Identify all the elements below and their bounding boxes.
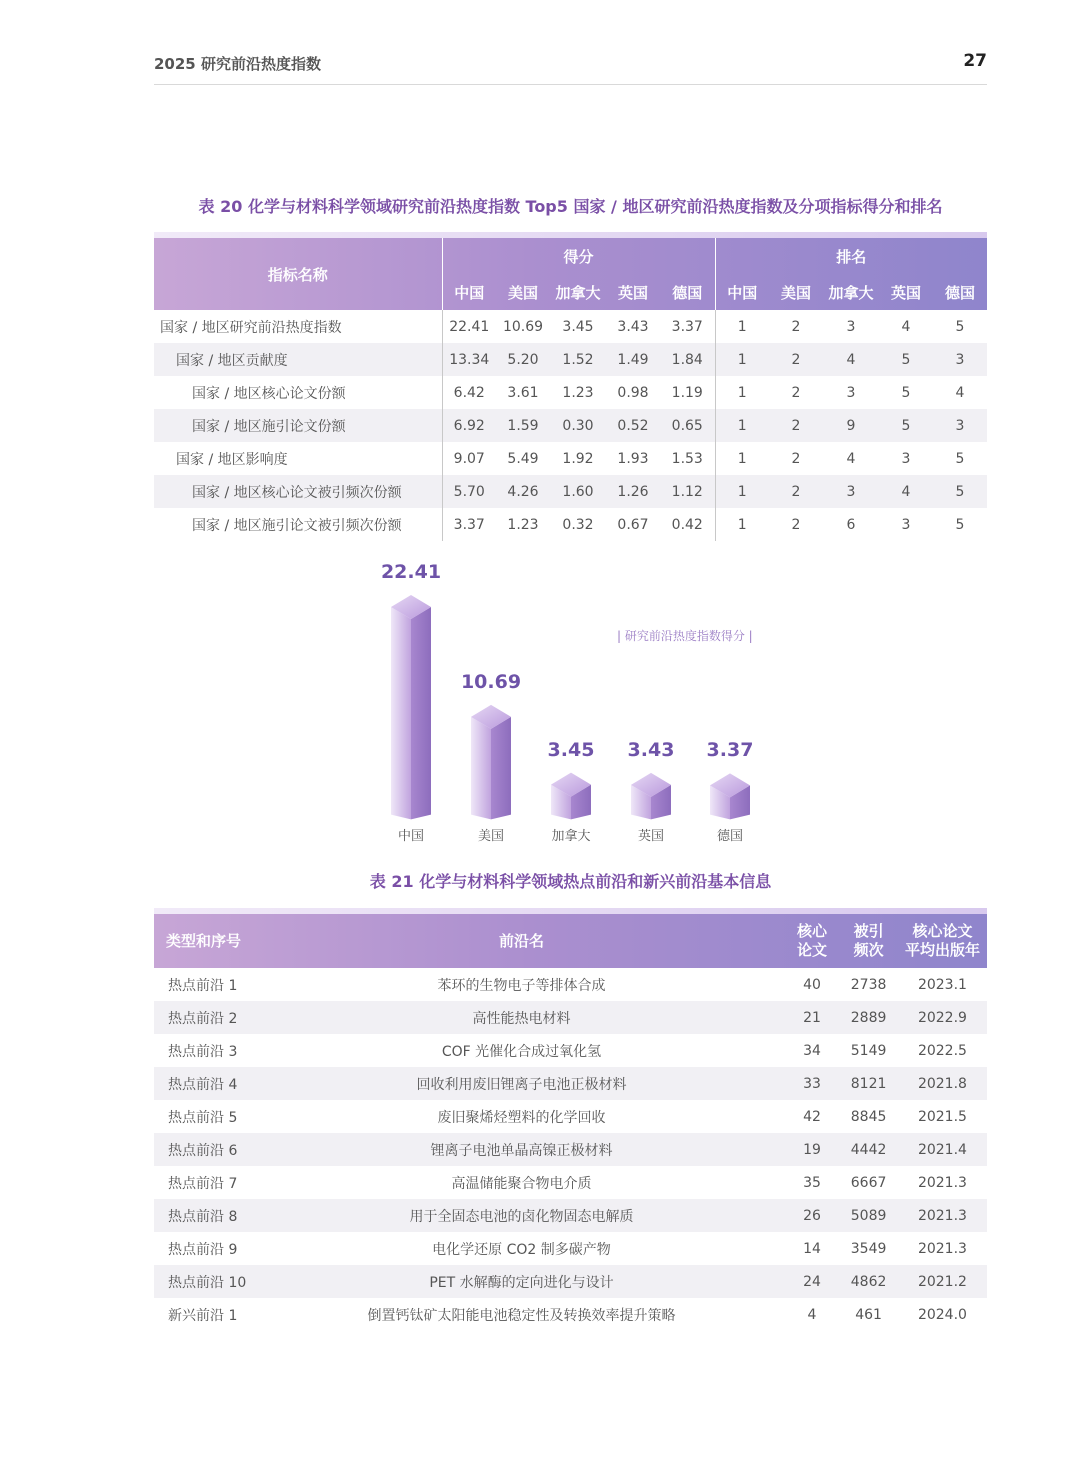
avg-year: 2021.3: [917, 1174, 967, 1191]
running-title: 2025 研究前沿热度指数: [154, 55, 321, 73]
score-cell: 0.98: [617, 384, 649, 401]
bar-front-face: [471, 717, 491, 820]
score-cell: 4.26: [507, 483, 539, 500]
rank-country-header: 中国: [715, 274, 769, 310]
rank-cell: 1: [715, 442, 769, 475]
front-type: 热点前沿 6: [168, 1142, 238, 1159]
front-name: 苯环的生物电子等排体合成: [437, 977, 606, 994]
front-name: 电化学还原 CO2 制多碳产物: [432, 1241, 611, 1258]
indicator-header: 指标名称: [267, 265, 328, 284]
rank-cell: 1: [715, 475, 769, 508]
rank-cell: 4: [955, 384, 965, 401]
table20: [154, 238, 987, 541]
table21-row: [154, 1034, 987, 1067]
table20-row: [154, 343, 987, 376]
rank-cell: 2: [791, 516, 801, 533]
score-cell: 6.92: [442, 409, 496, 442]
avg-year: 2021.3: [917, 1207, 967, 1224]
indicator-label: 国家 / 地区核心论文份额: [192, 385, 346, 402]
citations: 8845: [850, 1108, 887, 1125]
front-type: 热点前沿 5: [168, 1109, 238, 1126]
score-cell: 0.30: [562, 417, 594, 434]
table20-body: [154, 310, 987, 541]
indicator-label: 国家 / 地区施引论文被引频次份额: [192, 517, 402, 534]
page-header: [154, 50, 987, 85]
score-cell: 1.23: [562, 384, 594, 401]
rank-cell: 5: [955, 450, 965, 467]
rank-group-header: 排名: [715, 238, 987, 274]
score-country-header: 美国: [507, 283, 538, 302]
score-cell: 0.65: [671, 417, 703, 434]
table21-row: [154, 1067, 987, 1100]
indicator-label: 国家 / 地区影响度: [176, 451, 288, 468]
front-type: 热点前沿 2: [168, 1010, 238, 1027]
score-cell: 3.43: [617, 318, 649, 335]
table21-row: [154, 1001, 987, 1034]
rank-cell: 3: [846, 483, 856, 500]
score-cell: 5.20: [507, 351, 539, 368]
rank-cell: 2: [791, 450, 801, 467]
rank-cell: 5: [955, 318, 965, 335]
citations: 461: [855, 1306, 882, 1323]
citations: 2738: [850, 976, 887, 993]
bar-category-label: 德国: [716, 829, 743, 844]
table21-row: [154, 1166, 987, 1199]
avg-year: 2021.5: [917, 1108, 967, 1125]
rank-cell: 2: [791, 351, 801, 368]
rank-cell: 2: [791, 384, 801, 401]
score-cell: 5.70: [442, 475, 496, 508]
rank-cell: 3: [901, 450, 911, 467]
score-country-header: 中国: [442, 274, 496, 310]
score-cell: 3.61: [507, 384, 539, 401]
core-papers-header: 核心 论文: [797, 922, 828, 959]
citations: 2889: [850, 1009, 887, 1026]
rank-cell: 1: [715, 376, 769, 409]
table21-row: [154, 1232, 987, 1265]
score-country-header: 德国: [672, 283, 703, 302]
core-papers: 35: [803, 1174, 821, 1191]
rank-cell: 3: [846, 384, 856, 401]
score-cell: 9.07: [442, 442, 496, 475]
rank-country-header: 英国: [890, 283, 921, 302]
front-type: 热点前沿 8: [168, 1208, 238, 1225]
rank-country-header: 加拿大: [828, 283, 874, 302]
rank-country-header: 美国: [780, 283, 811, 302]
score-cell: 0.52: [617, 417, 649, 434]
rank-cell: 1: [715, 310, 769, 343]
score-cell: 3.45: [562, 318, 594, 335]
rank-cell: 1: [715, 343, 769, 376]
table20-row: [154, 475, 987, 508]
bar-side-face: [411, 607, 431, 819]
rank-cell: 4: [846, 450, 856, 467]
score-cell: 0.42: [671, 516, 703, 533]
score-cell: 1.52: [562, 351, 594, 368]
front-name: 高温储能聚合物电介质: [451, 1175, 592, 1192]
page-number: 27: [963, 51, 987, 71]
front-type: 热点前沿 4: [168, 1076, 238, 1093]
front-type: 热点前沿 9: [168, 1241, 238, 1258]
rank-cell: 3: [955, 417, 965, 434]
front-name: PET 水解酶的定向进化与设计: [429, 1274, 614, 1291]
rank-cell: 5: [901, 384, 911, 401]
citations: 8121: [850, 1075, 887, 1092]
avg-year: 2022.9: [917, 1009, 967, 1026]
rank-cell: 5: [901, 417, 911, 434]
table20-row: [154, 310, 987, 343]
bar-category-label: 英国: [637, 829, 664, 844]
rank-cell: 1: [715, 508, 769, 541]
front-name: 回收利用废旧锂离子电池正极材料: [416, 1076, 627, 1093]
avg-year: 2022.5: [917, 1042, 967, 1059]
rank-country-header: 德国: [944, 283, 975, 302]
rank-cell: 5: [955, 516, 965, 533]
core-papers: 19: [803, 1141, 821, 1158]
front-name: 倒置钙钛矿太阳能电池稳定性及转换效率提升策略: [367, 1307, 676, 1324]
core-papers: 21: [803, 1009, 821, 1026]
bar-value-label: 10.69: [460, 670, 522, 693]
indicator-label: 国家 / 地区核心论文被引频次份额: [192, 484, 402, 501]
indicator-label: 国家 / 地区施引论文份额: [192, 418, 346, 435]
front-name: COF 光催化合成过氧化氢: [441, 1043, 602, 1060]
rank-cell: 2: [791, 318, 801, 335]
score-cell: 3.37: [671, 318, 703, 335]
rank-cell: 4: [901, 483, 911, 500]
front-name: 废旧聚烯烃塑料的化学回收: [437, 1109, 606, 1126]
type-header: 类型和序号: [166, 931, 242, 950]
rank-cell: 3: [955, 351, 965, 368]
front-name: 高性能热电材料: [472, 1010, 571, 1027]
table21-row: [154, 1199, 987, 1232]
name-header: 前沿名: [498, 931, 544, 950]
score-country-header: 英国: [617, 283, 648, 302]
bar-front-face: [391, 607, 411, 819]
score-cell: 1.23: [507, 516, 539, 533]
bar-0: [391, 595, 431, 819]
score-bar-chart: [0, 545, 1080, 865]
rank-cell: 9: [846, 417, 856, 434]
core-papers: 14: [803, 1240, 821, 1257]
bar-value-label: 22.41: [380, 561, 442, 583]
core-papers: 40: [803, 976, 821, 993]
score-cell: 5.49: [507, 450, 539, 467]
score-cell: 13.34: [442, 343, 496, 376]
table21-row: [154, 1265, 987, 1298]
table21-body: [154, 968, 987, 1331]
score-cell: 1.92: [562, 450, 594, 467]
bar-category-label: 加拿大: [551, 829, 591, 844]
front-type: 热点前沿 7: [168, 1175, 238, 1192]
front-name: 用于全固态电池的卤化物固态电解质: [409, 1208, 634, 1225]
score-cell: 1.26: [617, 483, 649, 500]
table21-row: [154, 1133, 987, 1166]
bar-3: [631, 773, 671, 820]
score-cell: 1.93: [617, 450, 649, 467]
score-cell: 1.84: [671, 351, 703, 368]
indicator-label: 国家 / 地区贡献度: [176, 352, 288, 369]
score-cell: 1.53: [671, 450, 703, 467]
table20-row: [154, 376, 987, 409]
chart-title: | 研究前沿热度指数得分 |: [617, 629, 753, 643]
score-cell: 3.37: [442, 508, 496, 541]
core-papers: 42: [803, 1108, 821, 1125]
avg-year: 2024.0: [917, 1306, 967, 1323]
score-group-header: 得分: [442, 238, 715, 274]
bar-category-label: 中国: [397, 829, 424, 844]
table21-row: [154, 1298, 987, 1331]
rank-cell: 5: [955, 483, 965, 500]
score-cell: 1.49: [617, 351, 649, 368]
bar-side-face: [491, 717, 511, 820]
rank-cell: 2: [791, 483, 801, 500]
bar-value-label: 3.43: [627, 738, 675, 761]
table20-row: [154, 442, 987, 475]
front-name: 锂离子电池单晶高镍正极材料: [430, 1142, 613, 1159]
table20-caption: 表 20 化学与材料科学领域研究前沿热度指数 Top5 国家 / 地区研究前沿热度指数及分项指标得分和排名: [198, 197, 943, 216]
score-cell: 1.59: [507, 417, 539, 434]
front-type: 热点前沿 10: [168, 1274, 247, 1291]
bar-value-label: 3.45: [547, 738, 595, 761]
core-papers: 4: [807, 1306, 817, 1323]
table20-row: [154, 508, 987, 541]
bar-1: [471, 705, 511, 820]
score-cell: 1.12: [671, 483, 703, 500]
rank-cell: 3: [901, 516, 911, 533]
citations: 6667: [850, 1174, 887, 1191]
citations-header: 被引 频次: [853, 922, 884, 959]
front-type: 新兴前沿 1: [168, 1307, 238, 1324]
score-country-header: 加拿大: [555, 283, 601, 302]
avg-year: 2021.3: [917, 1240, 967, 1257]
core-papers: 34: [803, 1042, 821, 1059]
score-cell: 1.60: [562, 483, 594, 500]
table21-header: [154, 914, 987, 968]
citations: 5149: [850, 1042, 887, 1059]
rank-cell: 4: [846, 351, 856, 368]
avg-year: 2021.4: [917, 1141, 967, 1158]
rank-cell: 5: [901, 351, 911, 368]
table21-row: [154, 968, 987, 1001]
bar-value-label: 3.37: [706, 739, 754, 762]
avg-year: 2021.2: [917, 1273, 967, 1290]
score-cell: 6.42: [442, 376, 496, 409]
citations: 5089: [850, 1207, 887, 1224]
rank-cell: 3: [846, 318, 856, 335]
table21-row: [154, 1100, 987, 1133]
score-cell: 22.41: [442, 310, 496, 343]
rank-cell: 1: [715, 409, 769, 442]
bar-category-label: 美国: [477, 829, 504, 844]
front-type: 热点前沿 3: [168, 1043, 238, 1060]
front-type: 热点前沿 1: [168, 977, 238, 994]
citations: 4862: [850, 1273, 887, 1290]
avg-year: 2021.8: [917, 1075, 967, 1092]
table21: [154, 914, 987, 1331]
avg-year: 2023.1: [917, 976, 967, 993]
indicator-label: 国家 / 地区研究前沿热度指数: [160, 319, 342, 336]
score-cell: 10.69: [502, 318, 544, 335]
core-papers: 26: [803, 1207, 821, 1224]
core-papers: 33: [803, 1075, 821, 1092]
score-cell: 0.32: [562, 516, 594, 533]
score-cell: 0.67: [617, 516, 649, 533]
rank-cell: 4: [901, 318, 911, 335]
table20-header: [154, 238, 987, 310]
table20-row: [154, 409, 987, 442]
score-cell: 1.19: [671, 384, 703, 401]
core-papers: 24: [803, 1273, 821, 1290]
rank-cell: 2: [791, 417, 801, 434]
avg-year-header: 核心论文 平均出版年: [904, 922, 980, 959]
bar-2: [551, 773, 591, 820]
bar-4: [710, 773, 750, 819]
citations: 4442: [850, 1141, 887, 1158]
rank-cell: 6: [846, 516, 856, 533]
table21-caption: 表 21 化学与材料科学领域热点前沿和新兴前沿基本信息: [369, 872, 772, 891]
citations: 3549: [850, 1240, 887, 1257]
